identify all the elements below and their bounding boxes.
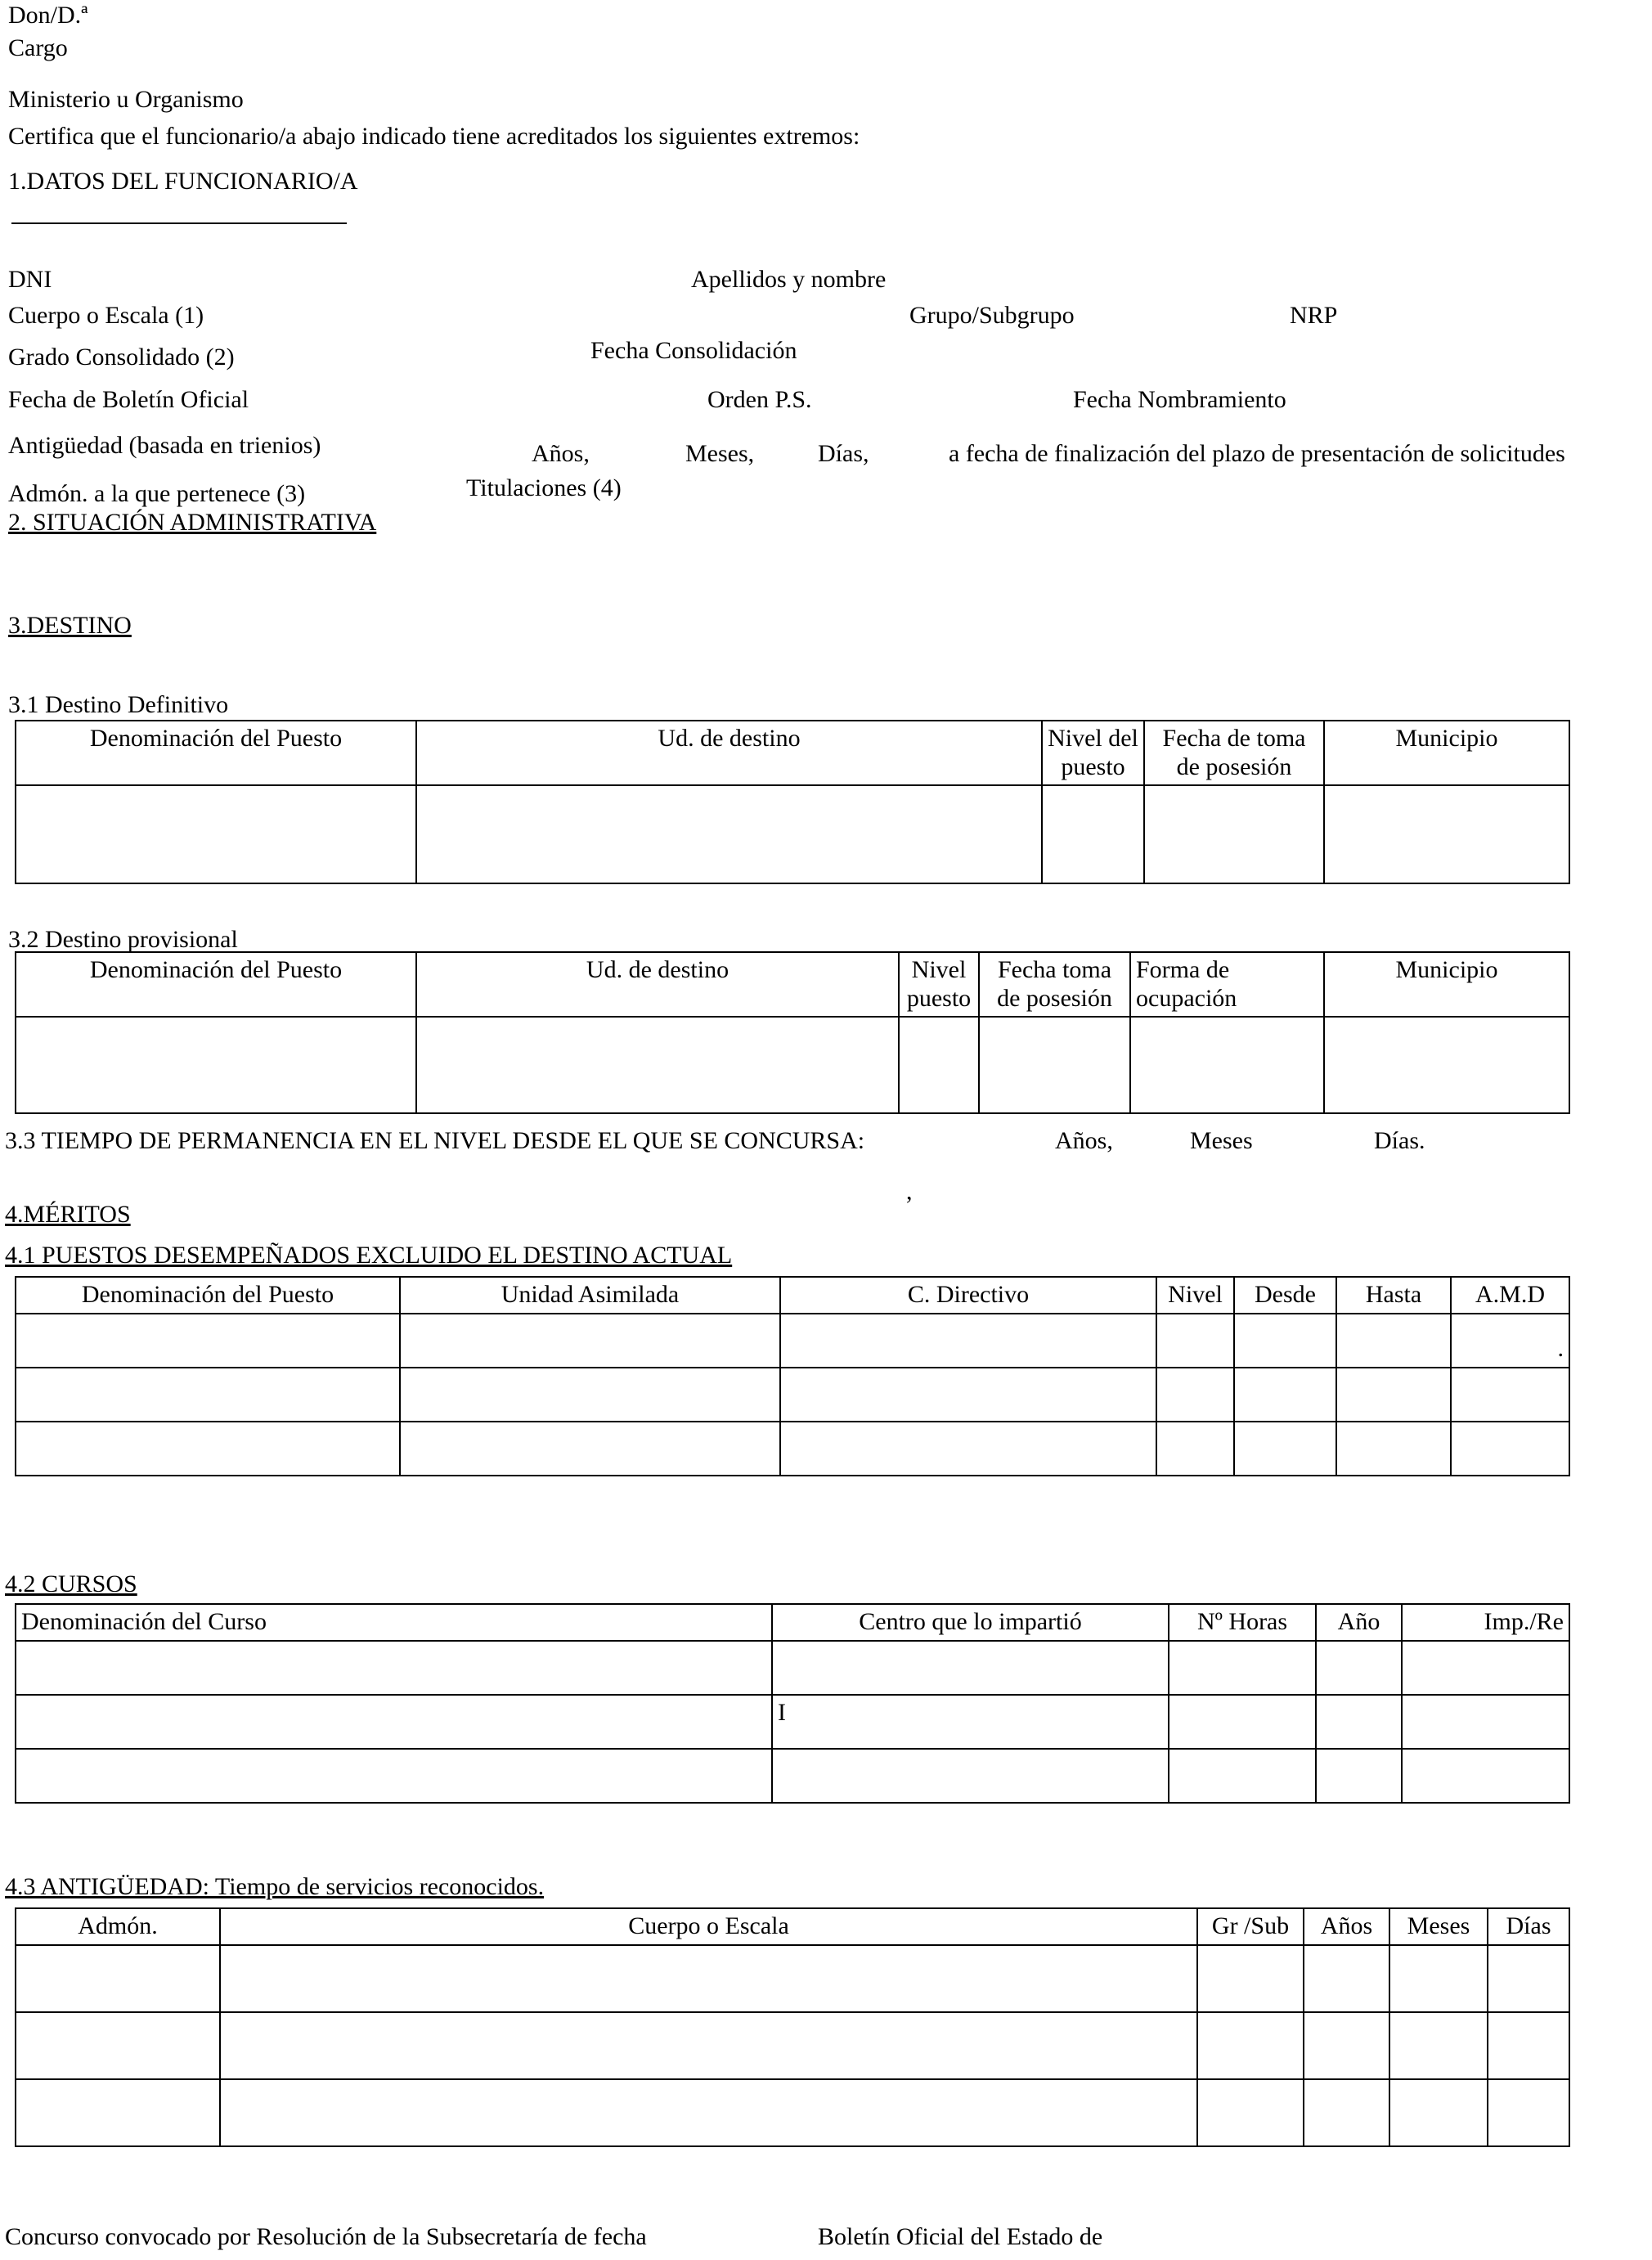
label-meses-permanencia: Meses: [1190, 1127, 1253, 1154]
cell-anios[interactable]: [1304, 1945, 1389, 2012]
cell-centro-impartio[interactable]: I: [772, 1695, 1169, 1749]
field-label-nrp: NRP: [1290, 302, 1338, 329]
cell-amd[interactable]: [1451, 1368, 1569, 1422]
field-label-grupo: Grupo/Subgrupo: [909, 302, 1075, 329]
table-header-row: [16, 1908, 1569, 1945]
cell-desde[interactable]: [1234, 1314, 1336, 1368]
col-meses: Meses: [1389, 1908, 1488, 1945]
col-nivel: Nivel: [1156, 1277, 1234, 1314]
field-label-dni: DNI: [8, 266, 52, 293]
cell-cuerpo-escala[interactable]: [220, 1945, 1197, 2012]
cell-unidad-asimilada[interactable]: [400, 1422, 780, 1476]
cell-denominacion-puesto[interactable]: [16, 785, 416, 883]
section-1-title: 1.DATOS DEL FUNCIONARIO/A: [8, 168, 358, 195]
col-desde: Desde: [1234, 1277, 1336, 1314]
cell-denominacion-puesto[interactable]: [16, 1368, 400, 1422]
col-imp-re: Imp./Re: [1402, 1604, 1569, 1641]
section-2-title-text: 2. SITUACIÓN ADMINISTRATIVA: [8, 509, 377, 536]
field-label-cargo: Cargo: [8, 34, 68, 61]
field-label-titulaciones: Titulaciones (4): [466, 474, 622, 501]
col-centro-impartio: Centro que lo impartió: [772, 1604, 1169, 1641]
col-c-directivo: C. Directivo: [780, 1277, 1156, 1314]
field-label-fecha-consolidacion: Fecha Consolidación: [590, 337, 797, 364]
col-forma-ocupacion: Forma de ocupación: [1130, 952, 1324, 1017]
cell-dias[interactable]: [1488, 2079, 1569, 2146]
label-anios-permanencia: Años,: [1055, 1127, 1113, 1154]
table-header-row: [16, 952, 1569, 1017]
cell-desde[interactable]: [1234, 1422, 1336, 1476]
stray-comma: ,: [906, 1178, 913, 1205]
cell-cuerpo-escala[interactable]: [220, 2012, 1197, 2079]
label-dias-permanencia: Días.: [1374, 1127, 1425, 1154]
field-label-antiguedad: Antigüedad (basada en trienios): [8, 432, 321, 459]
cell-denominacion-curso[interactable]: [16, 1641, 772, 1695]
cell-num-horas[interactable]: [1169, 1695, 1316, 1749]
col-fecha-toma-posesion: Fecha toma de posesión: [979, 952, 1130, 1017]
cell-num-horas[interactable]: [1169, 1749, 1316, 1803]
cell-municipio[interactable]: [1324, 785, 1569, 883]
cell-dias[interactable]: [1488, 1945, 1569, 2012]
table-antiguedad: [15, 1907, 1570, 2147]
cell-admon[interactable]: [16, 1945, 220, 2012]
table-row[interactable]: [16, 1368, 1569, 1422]
col-denominacion-curso: Denominación del Curso: [16, 1604, 772, 1641]
cell-anios[interactable]: [1304, 2012, 1389, 2079]
cell-denominacion-puesto[interactable]: [16, 1017, 416, 1113]
field-label-orden-ps: Orden P.S.: [707, 386, 812, 413]
col-unidad-asimilada: Unidad Asimilada: [400, 1277, 780, 1314]
cell-gr-sub[interactable]: [1197, 2079, 1304, 2146]
cell-dias[interactable]: [1488, 2012, 1569, 2079]
cell-nivel-puesto[interactable]: [899, 1017, 979, 1113]
cell-hasta[interactable]: [1336, 1422, 1451, 1476]
cell-nivel[interactable]: [1156, 1422, 1234, 1476]
col-num-horas: Nº Horas: [1169, 1604, 1316, 1641]
cell-c-directivo[interactable]: [780, 1368, 1156, 1422]
cell-imp-re[interactable]: [1402, 1749, 1569, 1803]
section-4-2-title: 4.2 CURSOS: [5, 1570, 137, 1597]
cell-admon[interactable]: [16, 2012, 220, 2079]
cell-num-horas[interactable]: [1169, 1641, 1316, 1695]
cell-c-directivo[interactable]: [780, 1422, 1156, 1476]
cell-nivel[interactable]: [1156, 1368, 1234, 1422]
certifies-text: Certifica que el funcionario/a abajo indicado tiene acreditados los siguientes extremos:: [8, 123, 860, 150]
footer-concurso: Concurso convocado por Resolución de la Subsecretaría de fecha: [5, 2223, 647, 2250]
cell-admon[interactable]: [16, 2079, 220, 2146]
col-dias: Días: [1488, 1908, 1569, 1945]
cell-municipio[interactable]: [1324, 1017, 1569, 1113]
col-amd: A.M.D: [1451, 1277, 1569, 1314]
field-label-grado: Grado Consolidado (2): [8, 344, 235, 371]
field-label-dias: Días,: [818, 440, 869, 467]
col-municipio: Municipio: [1324, 721, 1569, 785]
col-cuerpo-escala: Cuerpo o Escala: [220, 1908, 1197, 1945]
cell-imp-re[interactable]: [1402, 1695, 1569, 1749]
field-label-admon: Admón. a la que pertenece (3): [8, 480, 306, 507]
field-label-fecha-nombramiento: Fecha Nombramiento: [1073, 386, 1286, 413]
col-hasta: Hasta: [1336, 1277, 1451, 1314]
cell-imp-re[interactable]: [1402, 1641, 1569, 1695]
section-3-1-title: 3.1 Destino Definitivo: [8, 691, 229, 718]
section-3-3-title: 3.3 TIEMPO DE PERMANENCIA EN EL NIVEL DESDE EL QUE SE CONCURSA:: [5, 1127, 865, 1154]
cell-denominacion-curso[interactable]: [16, 1695, 772, 1749]
cell-fecha-toma-posesion[interactable]: [1144, 785, 1324, 883]
cell-amd[interactable]: [1451, 1422, 1569, 1476]
cell-ud-destino[interactable]: [416, 1017, 899, 1113]
cell-ud-destino[interactable]: [416, 785, 1042, 883]
section-3-title: 3.DESTINO: [8, 612, 132, 639]
cell-gr-sub[interactable]: [1197, 1945, 1304, 2012]
cell-forma-ocupacion[interactable]: [1130, 1017, 1324, 1113]
cell-unidad-asimilada[interactable]: [400, 1368, 780, 1422]
col-nivel-puesto: Nivel puesto: [899, 952, 979, 1017]
cell-centro-impartio[interactable]: [772, 1749, 1169, 1803]
table-row[interactable]: [16, 2012, 1569, 2079]
field-label-ministerio: Ministerio u Organismo: [8, 86, 244, 113]
section-4-title: 4.MÉRITOS: [5, 1201, 131, 1228]
cell-nivel-puesto[interactable]: [1042, 785, 1144, 883]
table-header-row: [16, 1277, 1569, 1314]
section-2-title: [8, 509, 376, 536]
col-anio: Año: [1316, 1604, 1402, 1641]
col-denominacion-puesto: Denominación del Puesto: [16, 1277, 400, 1314]
table-puestos-desempenados: [15, 1276, 1570, 1476]
footer-boletin: Boletín Oficial del Estado de: [818, 2223, 1103, 2250]
cell-fecha-toma-posesion[interactable]: [979, 1017, 1130, 1113]
section-4-3-title: 4.3 ANTIGÜEDAD: Tiempo de servicios reconocidos.: [5, 1873, 545, 1900]
cell-nivel[interactable]: [1156, 1314, 1234, 1368]
table-row[interactable]: [16, 2079, 1569, 2146]
cell-hasta[interactable]: [1336, 1314, 1451, 1368]
cell-denominacion-puesto[interactable]: [16, 1422, 400, 1476]
table-row[interactable]: [16, 1695, 1569, 1749]
table-destino-provisional: [15, 951, 1570, 1114]
table-row[interactable]: [16, 1422, 1569, 1476]
col-ud-destino: Ud. de destino: [416, 952, 899, 1017]
section-3-2-title: 3.2 Destino provisional: [8, 926, 238, 953]
cell-anio[interactable]: [1316, 1695, 1402, 1749]
table-row[interactable]: [16, 1314, 1569, 1368]
cell-meses[interactable]: [1389, 2079, 1488, 2146]
col-denominacion-puesto: Denominación del Puesto: [16, 721, 416, 785]
cell-amd[interactable]: .: [1451, 1314, 1569, 1368]
section-1-underline: [11, 222, 347, 224]
field-label-apellidos: Apellidos y nombre: [691, 266, 887, 293]
table-row[interactable]: [16, 785, 1569, 883]
table-header-row: [16, 721, 1569, 785]
table-destino-definitivo: [15, 720, 1570, 884]
table-row[interactable]: [16, 1641, 1569, 1695]
field-note-a-fecha: a fecha de finalización del plazo de presentación de solicitudes: [949, 440, 1565, 467]
cell-anio[interactable]: [1316, 1749, 1402, 1803]
section-4-1-title: 4.1 PUESTOS DESEMPEÑADOS EXCLUIDO EL DESTINO ACTUAL: [5, 1242, 733, 1269]
col-gr-sub: Gr /Sub: [1197, 1908, 1304, 1945]
col-ud-destino: Ud. de destino: [416, 721, 1042, 785]
table-row[interactable]: [16, 1749, 1569, 1803]
col-denominacion-puesto: Denominación del Puesto: [16, 952, 416, 1017]
table-row[interactable]: [16, 1945, 1569, 2012]
field-label-cuerpo: Cuerpo o Escala (1): [8, 302, 204, 329]
cell-centro-impartio[interactable]: [772, 1641, 1169, 1695]
table-row[interactable]: [16, 1017, 1569, 1113]
cell-hasta[interactable]: [1336, 1368, 1451, 1422]
field-label-meses: Meses,: [685, 440, 755, 467]
field-label-anios: Años,: [532, 440, 590, 467]
cell-desde[interactable]: [1234, 1368, 1336, 1422]
col-admon: Admón.: [16, 1908, 220, 1945]
field-label-fecha-boletin: Fecha de Boletín Oficial: [8, 386, 249, 413]
cell-c-directivo[interactable]: [780, 1314, 1156, 1368]
cell-gr-sub[interactable]: [1197, 2012, 1304, 2079]
col-anios: Años: [1304, 1908, 1389, 1945]
cell-meses[interactable]: [1389, 1945, 1488, 2012]
cell-cuerpo-escala[interactable]: [220, 2079, 1197, 2146]
col-municipio: Municipio: [1324, 952, 1569, 1017]
cell-unidad-asimilada[interactable]: [400, 1314, 780, 1368]
col-fecha-toma-posesion: Fecha de toma de posesión: [1144, 721, 1324, 785]
cell-denominacion-puesto[interactable]: [16, 1314, 400, 1368]
field-label-don: Don/D.ª: [8, 2, 88, 29]
table-header-row: [16, 1604, 1569, 1641]
cell-anio[interactable]: [1316, 1641, 1402, 1695]
col-nivel-puesto: Nivel del puesto: [1042, 721, 1144, 785]
cell-denominacion-curso[interactable]: [16, 1749, 772, 1803]
table-cursos: [15, 1603, 1570, 1804]
cell-anios[interactable]: [1304, 2079, 1389, 2146]
cell-meses[interactable]: [1389, 2012, 1488, 2079]
